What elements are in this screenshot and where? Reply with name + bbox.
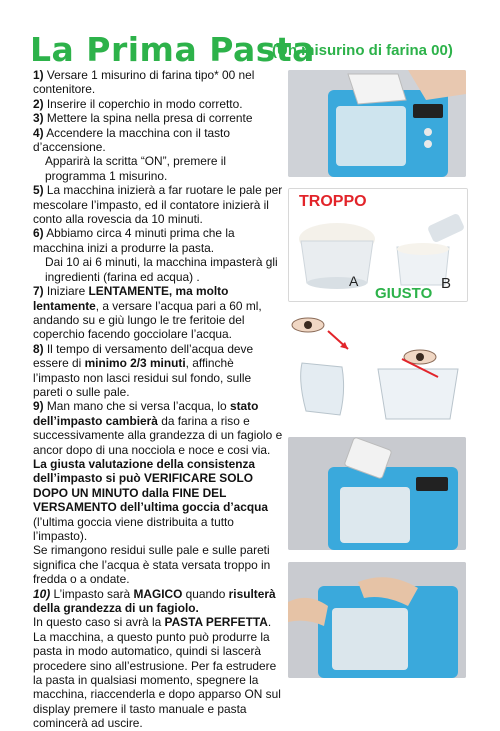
label-a: A bbox=[349, 273, 359, 289]
step-9: 9) Man mano che si versa l’acqua, lo stato dell’impasto cambierà da farina a riso e successivamente alla grandezza di un fagiolo e ancor dopo di una nocciola e noce e cosi via. La giusta valutazione della consistenza dell’impasto si può VERIFICARE SOLO DOPO UN MINUTO dalla FINE DEL VERSAMENTO dell’ultima goccia d’acqua (l’ultima goccia viene distribuita a tutto l’impasto). bbox=[33, 399, 283, 543]
step-8: 8) Il tempo di versamento dell’acqua deve essere di minimo 2/3 minuti, affinchè l’impasto non lasci residui sul fondo, sulle pareti o sulle pale. bbox=[33, 341, 254, 399]
photo-pour-flour bbox=[288, 70, 466, 177]
step-9-note: Se rimangono residui sulle pale e sulle pareti significa che l’acqua è stata versata troppo in fredda o a ondate. bbox=[33, 543, 271, 587]
step-10: 10) L’impasto sarà MAGICO quando risulterà della grandezza di un fagiolo. bbox=[33, 586, 276, 616]
page-title: La Prima Pasta bbox=[30, 30, 315, 69]
instructions-column bbox=[33, 68, 283, 731]
page-subtitle: (Un misurino di farina 00) bbox=[272, 42, 453, 59]
step-1: 1) Versare 1 misurino di farina tipo* 00 nel contenitore. bbox=[33, 68, 255, 97]
step-5: 5) La macchina inizierà a far ruotare le pale per mescolare l’impasto, ed il contatore inizierà il conto alla rovescia da 10 minuti. bbox=[33, 183, 283, 227]
giusto-label: GIUSTO bbox=[375, 285, 433, 302]
photo-hands-machine bbox=[288, 562, 466, 678]
step-3: 3) Mettere la spina nella presa di corrente bbox=[33, 111, 253, 126]
step-10-note: La macchina, a questo punto può produrre la pasta in modo automatico, quindi si lascerà procedere sino all’estrusione. Per fa estrudere la pasta in qualsiasi momento, spegnere la macchina, riaccenderla e dopo apparso ON sul display premere il tasto manuale e pasta comincerà ad uscire. bbox=[33, 629, 281, 731]
step-4: 4) Accendere la macchina con il tasto d’accensione. bbox=[33, 125, 230, 155]
photo-flour-comparison bbox=[288, 188, 468, 302]
step-10-perfect: In questo caso si avrà la PASTA PERFETTA. bbox=[33, 615, 272, 630]
label-b: B bbox=[441, 275, 452, 292]
step-2: 2) Inserire il coperchio in modo corretto. bbox=[33, 96, 243, 111]
step-4-note: Apparirà la scritta “ON”, premere il programma 1 misurino. bbox=[45, 154, 227, 183]
photo-pour-water bbox=[288, 437, 466, 550]
step-6: 6) Abbiamo circa 4 minuti prima che la macchina inizi a produrre la pasta. bbox=[33, 226, 235, 255]
step-6-note: Dai 10 ai 6 minuti, la macchina impasterà gli ingredienti (farina ed acqua) . bbox=[45, 255, 278, 284]
step-7: 7) Iniziare LENTAMENTE, ma molto lentamente, a versare l’acqua pari a 60 ml, andando su e giù lungo le tre feritoie del coperchio facendo gocciolare l’acqua. bbox=[33, 284, 262, 342]
photo-measuring-cup bbox=[288, 311, 466, 425]
troppo-label: TROPPO bbox=[299, 193, 367, 210]
